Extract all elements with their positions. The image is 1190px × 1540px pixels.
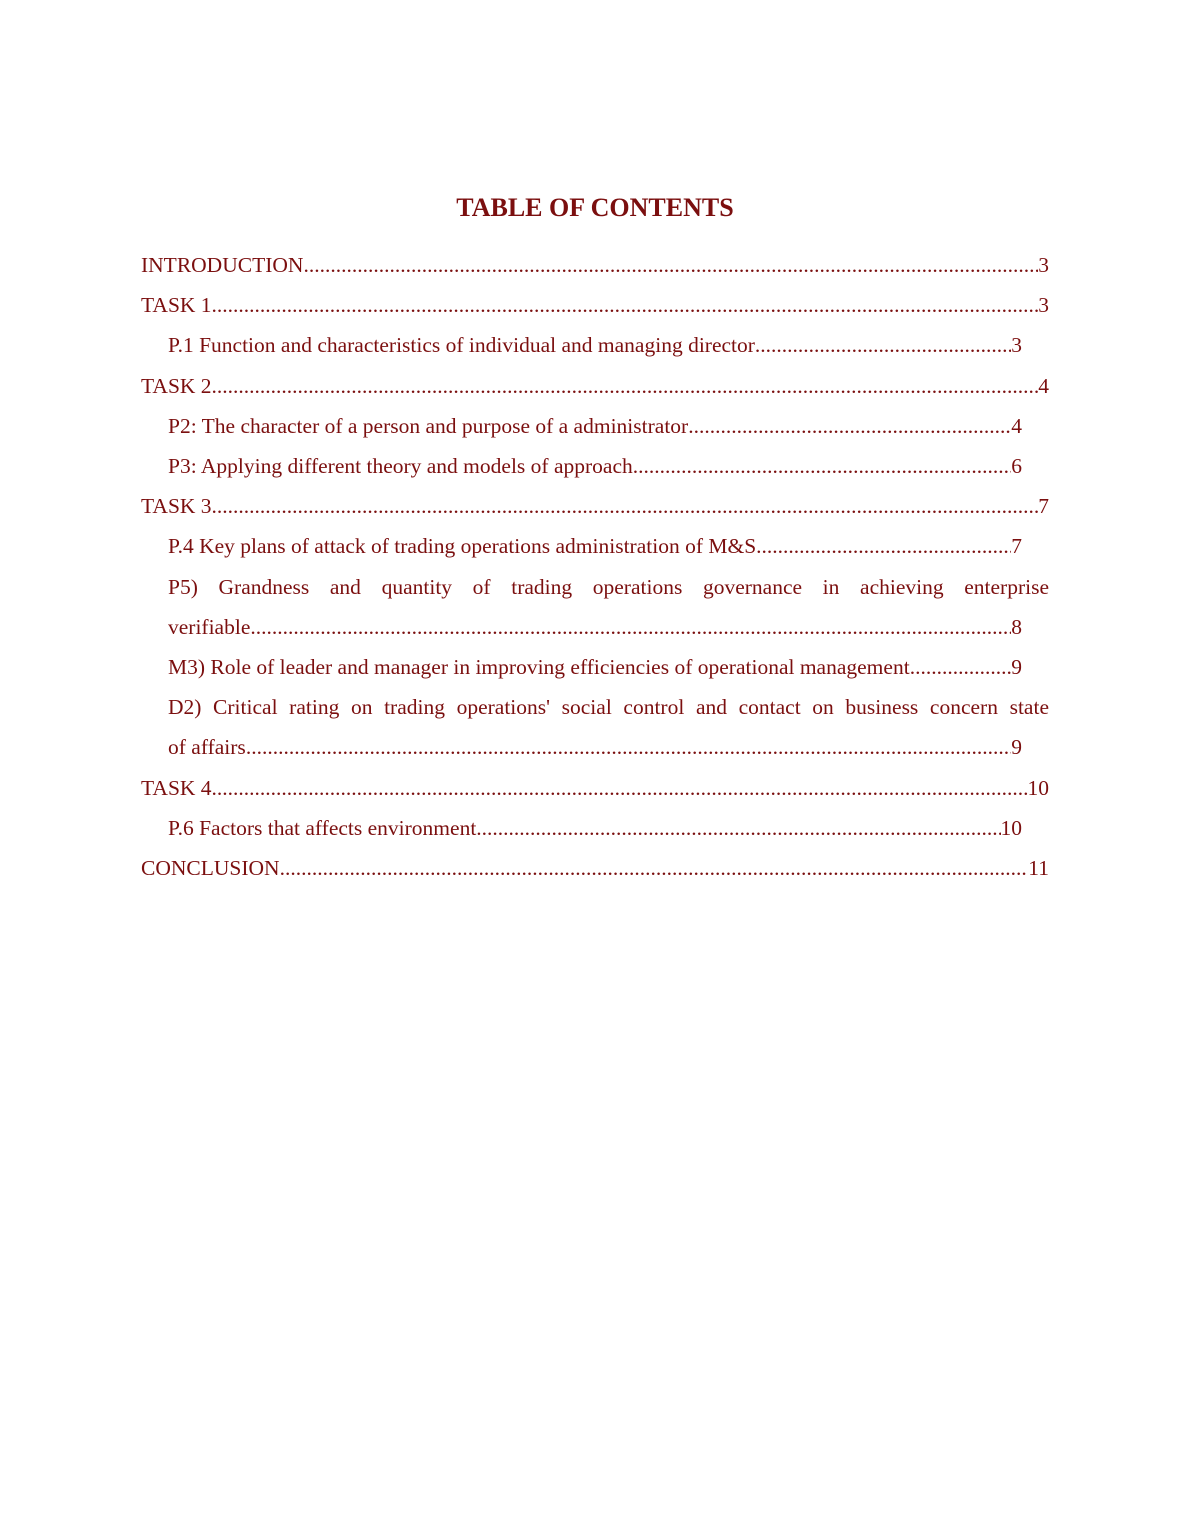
dot-leader [246, 727, 1011, 767]
dot-leader [250, 607, 1011, 647]
toc-entry-page: 9 [1011, 655, 1022, 680]
toc-entry-page: 8 [1011, 614, 1022, 639]
toc-entry-introduction[interactable] [141, 245, 1049, 285]
toc-entry-page: 3 [1011, 333, 1022, 358]
toc-entry-label-line-1: D2) Critical rating on trading operations' social control and contact on business concern state [168, 695, 1049, 720]
toc-entry-p3[interactable] [168, 446, 1022, 486]
dot-leader [476, 808, 1000, 848]
toc-entry-page: 10 [1000, 815, 1022, 840]
toc-entry-task-2[interactable] [141, 366, 1049, 406]
toc-entry-p1[interactable] [168, 325, 1022, 365]
toc-entry-label: TASK 1 [141, 293, 212, 318]
toc-entry-p6[interactable] [168, 808, 1022, 848]
dot-leader [212, 366, 1039, 406]
dot-leader [633, 446, 1012, 486]
toc-entry-page: 7 [1038, 494, 1049, 519]
toc-entry-conclusion[interactable] [141, 848, 1049, 888]
toc-entry-page: 7 [1011, 534, 1022, 559]
toc-entry-label: P2: The character of a person and purpose of a administrator [168, 413, 689, 438]
toc-entry-label: P.6 Factors that affects environment [168, 815, 477, 840]
toc-entry-label-line-1: P5) Grandness and quantity of trading operations governance in achieving enterprise [168, 574, 1049, 599]
toc-entry-p5[interactable] [168, 567, 1049, 647]
toc-list [141, 245, 1049, 888]
toc-entry-label: M3) Role of leader and manager in improving efficiencies of operational management [168, 655, 910, 680]
toc-entry-label: CONCLUSION [141, 856, 280, 881]
toc-title: TABLE OF CONTENTS [456, 193, 734, 222]
toc-entry-page: 9 [1011, 735, 1022, 760]
dot-leader [688, 406, 1011, 446]
toc-entry-d2[interactable] [168, 687, 1049, 767]
toc-entry-label: TASK 4 [141, 775, 212, 800]
dot-leader [755, 325, 1011, 365]
dot-leader [212, 486, 1039, 526]
toc-entry-label: INTRODUCTION [141, 253, 304, 277]
toc-entry-label: of affairs [168, 735, 246, 760]
toc-entry-task-1[interactable] [141, 285, 1049, 325]
toc-entry-page: 4 [1011, 413, 1022, 438]
dot-leader [756, 526, 1011, 566]
toc-entry-p4[interactable] [168, 526, 1022, 566]
toc-entry-page: 3 [1038, 253, 1049, 277]
toc-entry-m3[interactable] [168, 647, 1022, 687]
dot-leader [303, 245, 1038, 285]
toc-entry-p2[interactable] [168, 406, 1022, 446]
toc-entry-page: 10 [1027, 775, 1049, 800]
toc-entry-label: P.4 Key plans of attack of trading operations administration of M&S [168, 534, 757, 559]
toc-entry-page: 6 [1011, 454, 1022, 479]
toc-entry-task-4[interactable] [141, 768, 1049, 808]
toc-entry-label: TASK 3 [141, 494, 212, 519]
toc-entry-label: verifiable [168, 614, 251, 639]
toc-entry-task-3[interactable] [141, 486, 1049, 526]
dot-leader [212, 768, 1028, 808]
dot-leader [212, 285, 1039, 325]
toc-entry-label: P.1 Function and characteristics of individual and managing director [168, 333, 755, 358]
dot-leader [280, 848, 1029, 888]
toc-entry-label: TASK 2 [141, 373, 212, 398]
toc-entry-page: 3 [1038, 293, 1049, 318]
dot-leader [910, 647, 1012, 687]
toc-entry-page: 4 [1038, 373, 1049, 398]
toc-entry-page: 11 [1028, 856, 1049, 881]
toc-entry-label: P3: Applying different theory and models of approach [168, 454, 633, 479]
